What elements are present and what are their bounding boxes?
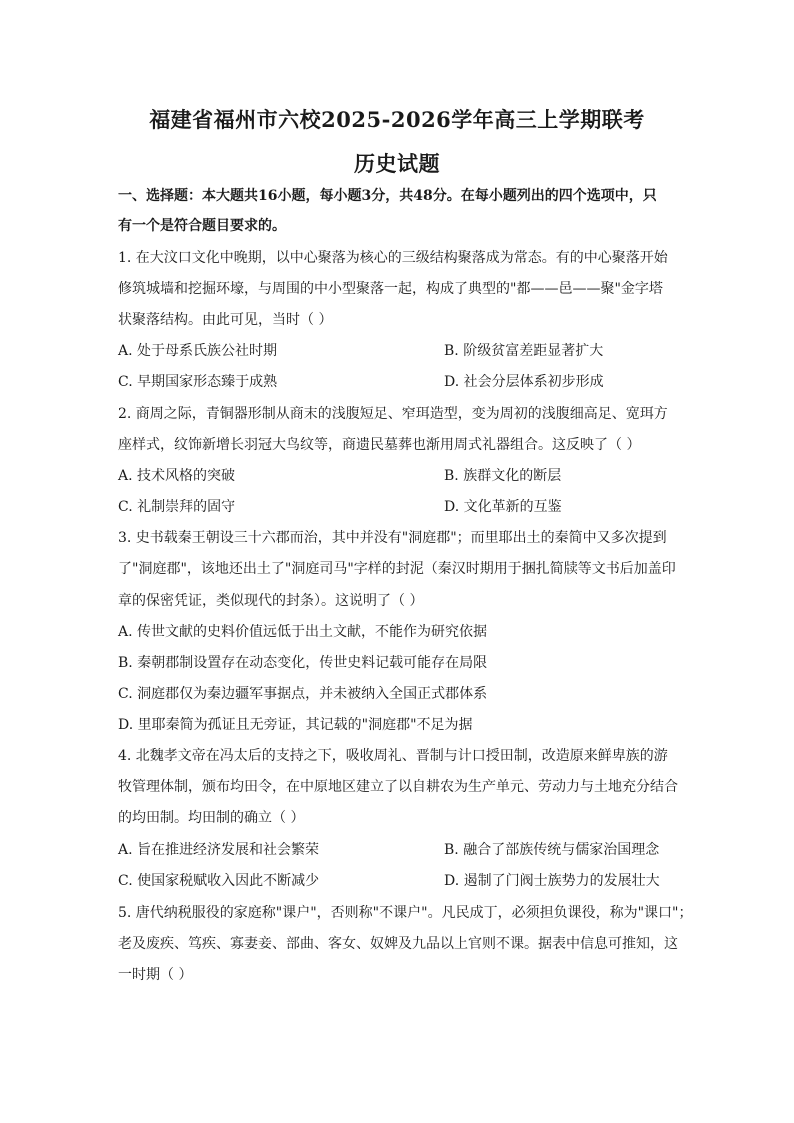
question-1-option-b: B. 阶级贫富差距显著扩大 (444, 343, 604, 359)
question-5-line-3: 一时期（ ） (118, 967, 193, 983)
section-heading-line2: 有一个是符合题目要求的。 (118, 218, 286, 234)
exam-subtitle: 历史试题 (354, 151, 440, 176)
question-2-option-d: D. 文化革新的互鉴 (444, 499, 562, 515)
exam-title: 福建省福州市六校2025-2026学年高三上学期联考 (149, 107, 645, 132)
section-heading-line1: 一、选择题：本大题共16小题，每小题3分，共48分。在每小题列出的四个选项中，只 (118, 188, 657, 204)
question-3-option-a: A. 传世文献的史料价值远低于出土文献，不能作为研究依据 (118, 624, 488, 640)
question-3-line-1: 3. 史书载秦王朝设三十六郡而治，其中并没有"洞庭郡"；而里耶出土的秦简中又多次提到 (118, 530, 667, 546)
question-1-option-c: C. 早期国家形态臻于成熟 (118, 374, 278, 390)
question-4-option-b: B. 融合了部族传统与儒家治国理念 (444, 842, 660, 858)
question-3-option-d: D. 里耶秦简为孤证且无旁证，其记载的"洞庭郡"不足为据 (118, 717, 473, 733)
question-4-option-c: C. 使国家税赋收入因此不断减少 (118, 873, 320, 889)
question-4-line-1: 4. 北魏孝文帝在冯太后的支持之下，吸收周礼、晋制与计口授田制，改造原来鲜卑族的游 (118, 748, 668, 764)
question-2-option-b: B. 族群文化的断层 (444, 468, 562, 484)
question-4-option-a: A. 旨在推进经济发展和社会繁荣 (118, 842, 320, 858)
question-2-line-2: 座样式，纹饰新增长羽冠大鸟纹等，商遗民墓葬也渐用周式礼器组合。这反映了（ ） (118, 437, 641, 453)
question-5-line-2: 老及废疾、笃疾、寡妻妾、部曲、客女、奴婢及九品以上官则不课。据表中信息可推知，这 (118, 936, 678, 952)
question-1-option-a: A. 处于母系氏族公社时期 (118, 343, 278, 359)
question-4-line-3: 的均田制。均田制的确立（ ） (118, 810, 305, 826)
question-1-option-d: D. 社会分层体系初步形成 (444, 374, 604, 390)
question-5-line-1: 5. 唐代纳税服役的家庭称"课户"，否则称"不课户"。凡民成丁，必须担负课役，称为"课口"； (118, 905, 693, 921)
question-1-line-3: 状聚落结构。由此可见，当时（ ） (118, 312, 333, 328)
question-3-option-c: C. 洞庭郡仅为秦边疆军事据点，并未被纳入全国正式郡体系 (118, 686, 488, 702)
question-1-line-2: 修筑城墙和挖掘环壕，与周围的中小型聚落一起，构成了典型的"都——邑——聚"金字塔 (118, 281, 663, 297)
question-2-line-1: 2. 商周之际，青铜器形制从商末的浅腹短足、窄珥造型，变为周初的浅腹细高足、宽珥方 (118, 406, 668, 422)
question-3-option-b: B. 秦朝郡制设置存在动态变化，传世史料记载可能存在局限 (118, 655, 488, 671)
question-1-line-1: 1. 在大汶口文化中晚期，以中心聚落为核心的三级结构聚落成为常态。有的中心聚落开始 (118, 250, 668, 266)
question-4-option-d: D. 遏制了门阀士族势力的发展壮大 (444, 873, 660, 889)
question-4-line-2: 牧管理体制，颁布均田令，在中原地区建立了以自耕农为生产单元、劳动力与土地充分结合 (118, 779, 678, 795)
question-2-option-a: A. 技术风格的突破 (118, 468, 236, 484)
question-3-line-3: 章的保密凭证，类似现代的封条）。这说明了（ ） (118, 593, 424, 609)
question-2-option-c: C. 礼制崇拜的固守 (118, 499, 236, 515)
question-3-line-2: 了"洞庭郡"，该地还出土了"洞庭司马"字样的封泥（秦汉时期用于捆扎简牍等文书后加盖印 (118, 561, 676, 577)
